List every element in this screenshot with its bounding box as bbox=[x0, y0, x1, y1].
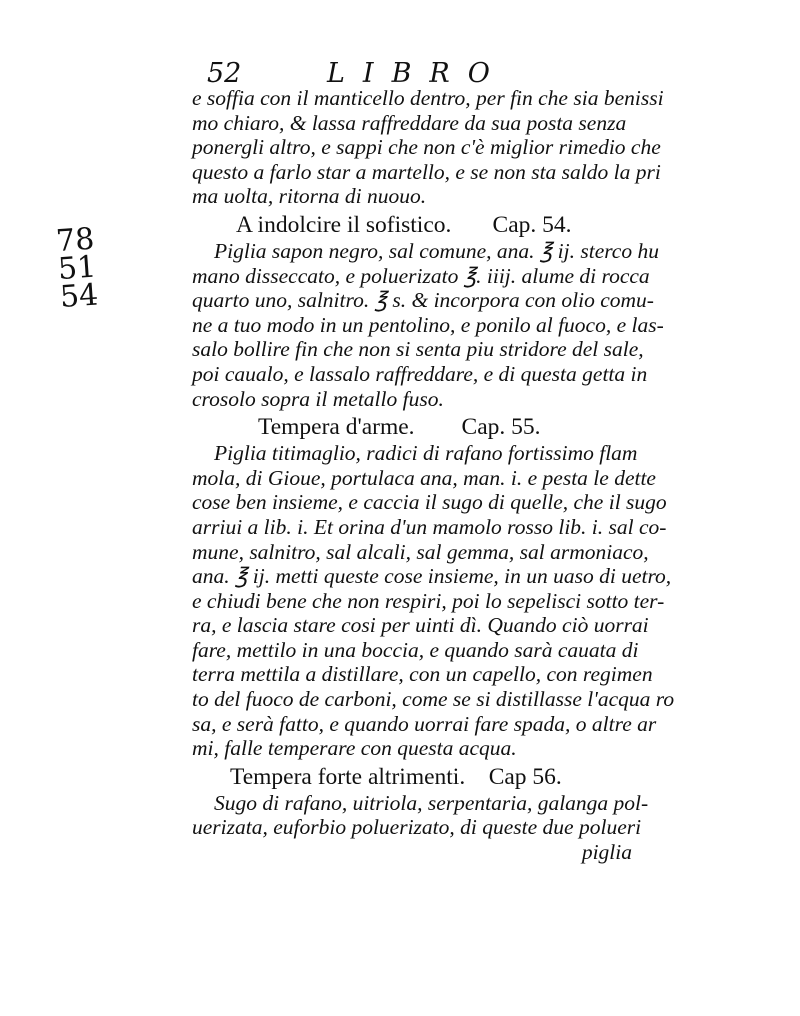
text-line: sa, e serà fatto, e quando uorrai fare spada, o altre ar bbox=[192, 711, 657, 736]
text-line: e soffia con il manticello dentro, per fin che sia benissi bbox=[192, 86, 664, 110]
text-line: mola, di Gioue, portulaca ana, man. i. e pesta le dette bbox=[192, 465, 656, 490]
page-text-body bbox=[192, 86, 675, 865]
text-line: fare, mettilo in una boccia, e quando sarà cauata di bbox=[192, 637, 639, 662]
chapter-heading: Tempera forte altrimenti. Cap 56. bbox=[230, 763, 562, 790]
chapter-heading: Tempera d'arme. Cap. 55. bbox=[258, 414, 541, 441]
text-line: mano disseccato, e poluerizato ℥. iiij. alume di rocca bbox=[192, 263, 650, 288]
text-line: questo a farlo star a martello, e se non sta saldo la pri bbox=[192, 159, 661, 184]
running-title: LIBRO bbox=[327, 58, 508, 89]
text-line: mune, salnitro, sal alcali, sal gemma, sal armoniaco, bbox=[192, 539, 649, 564]
text-line: ne a tuo modo in un pentolino, e ponilo al fuoco, e las- bbox=[192, 312, 664, 337]
text-line: arriui a lib. i. Et orina d'un mamolo rosso lib. i. sal co- bbox=[192, 514, 667, 539]
text-line: salo bollire fin che non si senta piu stridore del sale, bbox=[192, 337, 644, 362]
text-line: ana. ℥ ij. metti queste cose insieme, in un uaso di uetro, bbox=[192, 564, 672, 589]
text-line: terra mettila a distillare, con un capello, con regimen bbox=[192, 662, 653, 687]
text-line: uerizata, euforbio poluerizato, di queste due polueri bbox=[192, 815, 642, 840]
text-line: to del fuoco de carboni, come se si distillasse l'acqua ro bbox=[192, 687, 675, 712]
text-line: ma uolta, ritorna di nuouo. bbox=[192, 184, 427, 209]
margin-note-line: 54 bbox=[58, 277, 100, 316]
chapter-heading: A indolcire il sofistico. Cap. 54. bbox=[236, 211, 572, 238]
margin-note-line: 51 bbox=[56, 249, 98, 288]
text-line: crosolo sopra il metallo fuso. bbox=[192, 386, 444, 411]
text-line: cose ben insieme, e caccia il sugo di quelle, che il sugo bbox=[192, 490, 667, 515]
text-line: mi, falle temperare con questa acqua. bbox=[192, 736, 517, 761]
margin-note-line: 78 bbox=[54, 221, 96, 260]
text-line: piglia bbox=[581, 840, 632, 865]
text-line: ra, e lascia stare cosi per uinti dì. Quando ciò uorrai bbox=[192, 613, 649, 638]
text-line: mo chiaro, & lassa raffreddare da sua posta senza bbox=[192, 110, 627, 135]
text-line: quarto uno, salnitro. ℥ s. & incorpora con olio comu- bbox=[192, 288, 654, 313]
text-line: poi caualo, e lassalo raffreddare, e di questa getta in bbox=[192, 361, 648, 386]
page-number: 52 bbox=[207, 58, 242, 89]
handwritten-margin-note bbox=[54, 221, 151, 316]
text-line: Sugo di rafano, uitriola, serpentaria, galanga pol- bbox=[214, 790, 649, 815]
text-line: Piglia sapon negro, sal comune, ana. ℥ ij. sterco hu bbox=[214, 238, 659, 263]
text-line: Piglia titimaglio, radici di rafano fortissimo flam bbox=[214, 441, 638, 466]
text-line: ponergli altro, e sappi che non c'è miglior rimedio che bbox=[192, 135, 661, 160]
text-line: e chiudi bene che non respiri, poi lo sepelisci sotto ter- bbox=[192, 588, 665, 613]
